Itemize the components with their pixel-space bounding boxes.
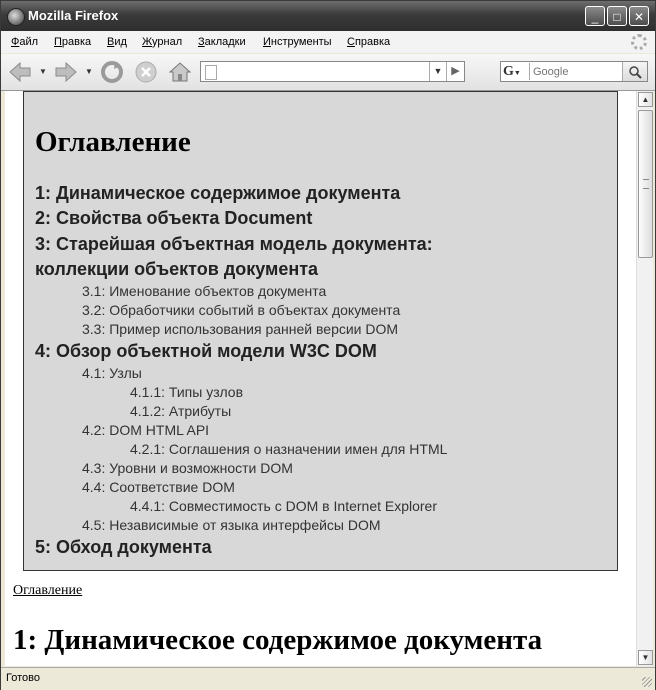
magnifier-icon[interactable] <box>622 62 647 81</box>
maximize-button[interactable]: □ <box>607 6 627 26</box>
toc-title: Оглавление <box>35 126 191 158</box>
url-bar[interactable] <box>200 61 465 82</box>
menu-help[interactable]: Справка <box>347 36 391 48</box>
menu-bar <box>1 31 655 53</box>
toc-item[interactable]: 4.1.2: Атрибуты <box>130 403 232 419</box>
back-arrow-icon[interactable] <box>7 60 33 84</box>
forward-arrow-icon[interactable] <box>53 60 79 84</box>
toc-item[interactable]: 4.2: DOM HTML API <box>82 422 210 438</box>
menu-file[interactable]: Файл <box>11 36 39 48</box>
firefox-icon <box>7 8 25 26</box>
page-content <box>5 91 637 666</box>
toc-anchor-link[interactable]: Оглавление <box>13 583 83 598</box>
menu-tools[interactable]: Инструменты <box>263 36 332 48</box>
google-icon: G <box>503 64 514 79</box>
menu-view[interactable]: Вид <box>107 36 127 48</box>
scrollbar-thumb[interactable] <box>638 110 653 258</box>
toc-item[interactable]: 4.4.1: Совместимость с DOM в Internet Explorer <box>130 498 438 514</box>
vertical-scrollbar[interactable] <box>636 91 653 666</box>
toc-item[interactable]: 4.1: Узлы <box>82 365 142 381</box>
close-button[interactable]: ✕ <box>629 6 649 26</box>
minimize-button[interactable]: _ <box>585 6 605 26</box>
title-bar[interactable] <box>1 1 655 31</box>
toc-item[interactable]: 4.3: Уровни и возможности DOM <box>82 460 293 476</box>
table-of-contents <box>23 91 618 571</box>
scroll-down-icon[interactable]: ▼ <box>638 650 653 665</box>
stop-icon[interactable] <box>133 60 159 84</box>
back-dropdown-icon[interactable]: ▼ <box>39 67 47 76</box>
menu-history[interactable]: Журнал <box>142 36 183 48</box>
toc-item[interactable]: 4.5: Независимые от языка интерфейсы DOM <box>82 517 381 533</box>
toc-item[interactable]: 4.4: Соответствие DOM <box>82 479 235 495</box>
go-arrow-icon[interactable]: ▶ <box>446 62 464 81</box>
status-bar <box>1 667 655 690</box>
search-bar[interactable] <box>500 61 648 82</box>
toc-item[interactable]: 3.1: Именование объектов документа <box>82 283 327 299</box>
grip-icon <box>643 179 649 189</box>
toc-item[interactable]: 1: Динамическое содержимое документа <box>35 183 401 203</box>
section-heading: 1: Динамическое содержимое документа <box>13 624 543 656</box>
resize-grip-icon[interactable] <box>642 677 652 687</box>
forward-dropdown-icon[interactable]: ▼ <box>85 67 93 76</box>
menu-edit[interactable]: Правка <box>54 36 92 48</box>
search-engine-selector[interactable]: G▼ <box>503 63 530 80</box>
toc-item[interactable]: 2: Свойства объекта Document <box>35 208 313 228</box>
status-text: Готово <box>6 672 40 684</box>
toc-item[interactable]: 3.3: Пример использования ранней версии DOM <box>82 321 399 337</box>
toc-item[interactable]: 4: Обзор объектной модели W3C DOM <box>35 341 377 361</box>
window-title: Mozilla Firefox <box>28 8 119 23</box>
home-icon[interactable] <box>167 60 193 84</box>
toc-item[interactable]: 4.1.1: Типы узлов <box>130 384 244 400</box>
toc-item[interactable]: 4.2.1: Соглашения о назначении имен для HTML <box>130 441 448 457</box>
toc-item[interactable]: 5: Обход документа <box>35 537 212 557</box>
toc-item[interactable]: 3.2: Обработчики событий в объектах документа <box>82 302 401 318</box>
throbber-icon <box>631 34 647 50</box>
reload-icon[interactable] <box>99 60 125 84</box>
toc-item[interactable]: 3: Старейшая объектная модель документа: <box>35 234 433 254</box>
search-input[interactable] <box>533 64 619 79</box>
page-icon <box>205 65 217 80</box>
url-dropdown-icon[interactable]: ▼ <box>429 62 446 81</box>
toc-item[interactable]: коллекции объектов документа <box>35 259 319 279</box>
menu-bookmarks[interactable]: Закладки <box>198 36 246 48</box>
scroll-up-icon[interactable]: ▲ <box>638 92 653 107</box>
